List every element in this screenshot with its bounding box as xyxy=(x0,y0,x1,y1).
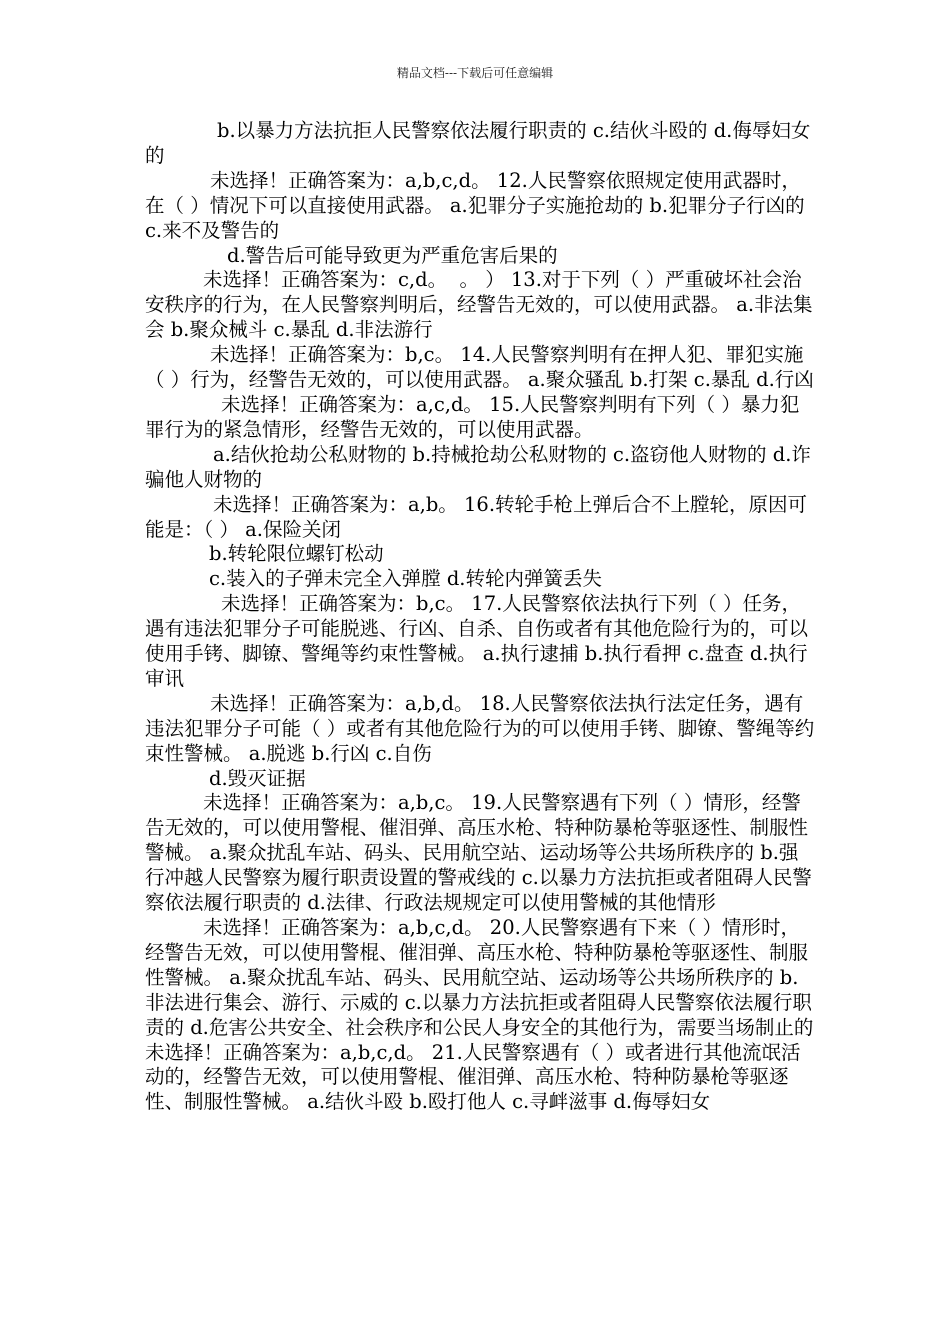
paragraph: b.转轮限位螺钉松动 xyxy=(209,542,384,566)
paragraph: 未选择！正确答案为：b,c。 14.人民警察判明有在押人犯、罪犯实施（ ）行为，经警告无效的，可以使用武器。 a.聚众骚乱 b.打架 c.暴乱 d.行凶 xyxy=(145,343,814,392)
paragraph: 未选择！正确答案为：a,b,c,d。 20.人民警察遇有下来（ ）情形时，经警告无效，可以使用警棍、催泪弹、高压水枪、特种防暴枪等驱逐性、制服性警械。 a.聚众扰乱车站、码头、民用航空站、运动场等公共场所秩序的 b.非法进行集会、游行、示威的 c.以暴力方法抗拒或者阻碍人民警察依法履行职责的 d.危害公共安全、社会秩序和公民人身安全的其他行为，需要当场制止的 未选择！正确答案为：a,b,c,d。 21.人民警察遇有（ ）或者进行其他流氓活动的，经警告无效，可以使用警棍、催泪弹、高压水枪、特种防暴枪等驱逐性、制服性警械。 a.结伙斗殴 b.殴打他人 c.寻衅滋事 d.侮辱妇女 xyxy=(145,916,820,1114)
paragraph: 未选择！正确答案为：b,c。 17.人民警察依法执行下列（ ）任务，遇有违法犯罪分子可能脱逃、行凶、自杀、自伤或者有其他危险行为的，可以使用手铐、脚镣、警绳等约束性警械。 a.执行逮捕 b.执行看押 c.盘查 d.执行审讯 xyxy=(145,592,809,690)
paragraph: c.装入的子弹未完全入弹膛 d.转轮内弹簧丢失 xyxy=(209,567,602,591)
paragraph: 未选择！正确答案为：a,b,c。 19.人民警察遇有下列（ ）情形，经警告无效的，可以使用警棍、催泪弹、高压水枪、特种防暴枪等驱逐性、制服性警械。 a.聚众扰乱车站、码头、民用航空站、运动场等公共场所秩序的 b.强行冲越人民警察为履行职责设置的警戒线的 c.以暴力方法抗拒或者阻碍人民警察依法履行职责的 d.法律、行政法规规定可以使用警械的其他情形 xyxy=(145,791,812,915)
document-body xyxy=(145,119,820,1115)
paragraph: 未选择！正确答案为：c,d。 。 ） 13.对于下列（ ）严重破坏社会治安秩序的行为，在人民警察判明后，经警告无效的，可以使用武器。 a.非法集会 b.聚众械斗 c.暴乱 d.非法游行 xyxy=(145,268,813,342)
page-header: 精品文档---下载后可任意编辑 xyxy=(396,66,554,80)
paragraph: 未选择！正确答案为：a,c,d。 15.人民警察判明有下列（ ）暴力犯罪行为的紧急情形，经警告无效的，可以使用武器。 xyxy=(145,392,800,441)
paragraph: b.以暴力方法抗拒人民警察依法履行职责的 c.结伙斗殴的 d.侮辱妇女的 xyxy=(145,119,811,167)
paragraph: 未选择！正确答案为：a,b,d。 18.人民警察依法执行法定任务，遇有违法犯罪分子可能（ ）或者有其他危险行为的可以使用手铐、脚镣、警绳等约束性警械。 a.脱逃 b.行凶 c.自伤 xyxy=(145,691,815,765)
paragraph: d.毁灭证据 xyxy=(209,766,306,790)
paragraph: 未选择！正确答案为：a,b,c,d。 12.人民警察依照规定使用武器时，在（ ）情况下可以直接使用武器。 a.犯罪分子实施抢劫的 b.犯罪分子行凶的 c.来不及警告的 xyxy=(145,168,811,242)
paragraph: 未选择！正确答案为：a,b。 16.转轮手枪上弹后合不上膛轮，原因可能是：（ ） a.保险关闭 xyxy=(145,492,808,541)
paragraph: d.警告后可能导致更为严重危害后果的 xyxy=(227,243,558,267)
paragraph: a.结伙抢劫公私财物的 b.持械抢劫公私财物的 c.盗窃他人财物的 d.诈骗他人财物的 xyxy=(145,442,811,491)
